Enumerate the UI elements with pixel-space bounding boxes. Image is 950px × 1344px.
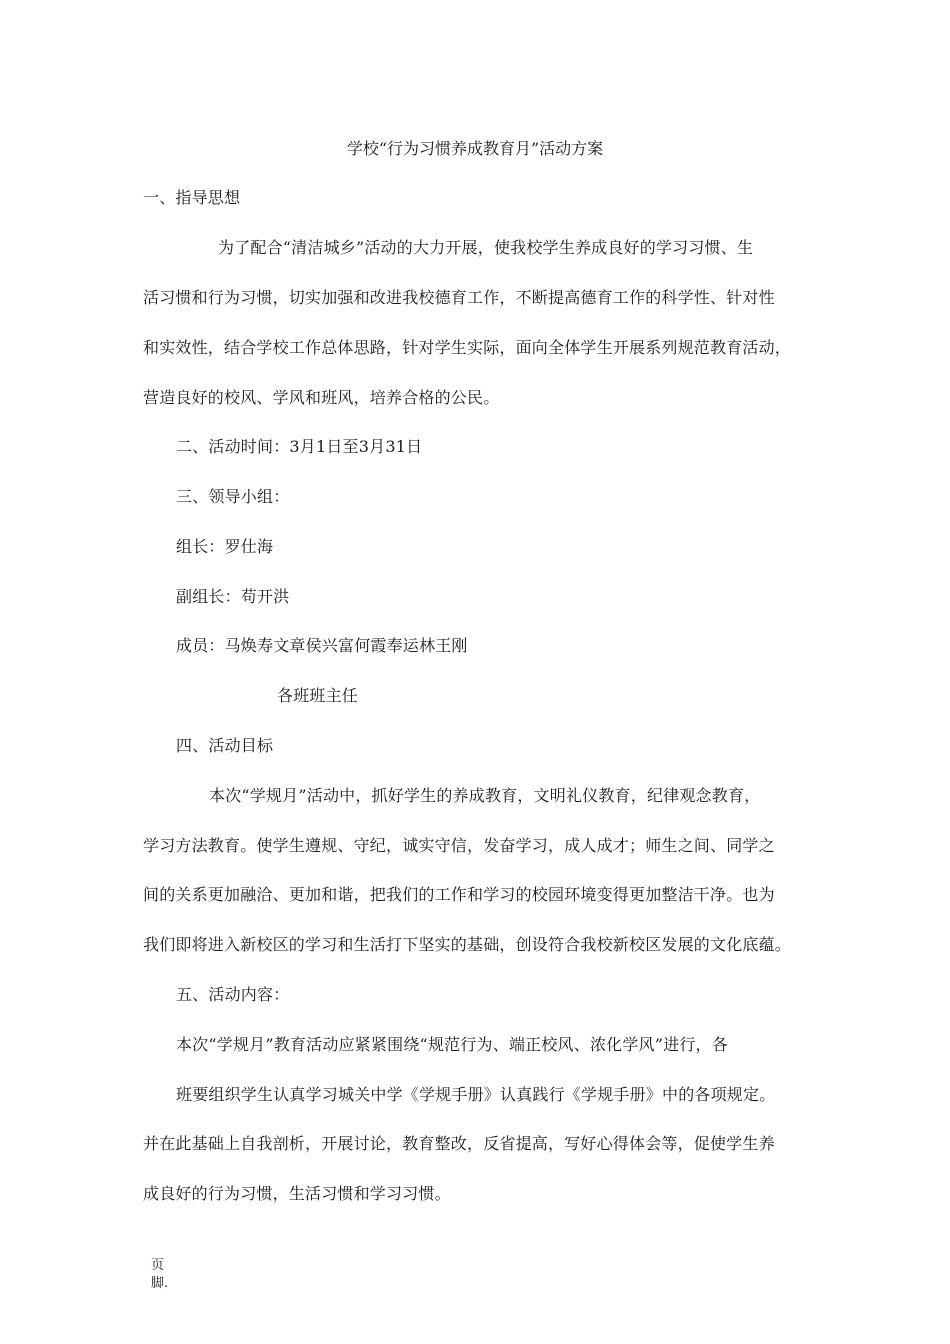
paragraph-line: 我们即将进入新校区的学习和生活打下坚实的基础，创设符合我校新校区发展的文化底蕴。	[143, 935, 792, 954]
paragraph-line: 活习惯和行为习惯，切实加强和改进我校德育工作，不断提高德育工作的科学性、针对性	[143, 288, 775, 307]
section-heading-leadership-group: 三、领导小组：	[176, 487, 290, 506]
paragraph-line: 为了配合“清洁城乡”活动的大力开展，使我校学生养成良好的学习习惯、生	[218, 238, 754, 257]
section-heading-activity-time: 二、活动时间：3月1日至3月31日	[176, 437, 423, 456]
paragraph-line: 和实效性，结合学校工作总体思路，针对学生实际，面向全体学生开展系列规范教育活动，	[143, 338, 792, 357]
page-footer: 页脚.	[151, 1258, 169, 1291]
paragraph-line: 营造良好的校风、学风和班风，培养合格的公民。	[143, 388, 500, 407]
document-title: 学校“行为习惯养成教育月”活动方案	[346, 139, 604, 158]
section-heading-guiding-ideology: 一、指导思想	[143, 188, 241, 207]
paragraph-line: 间的关系更加融洽、更加和谐，把我们的工作和学习的校园环境变得更加整洁干净。也为	[143, 885, 775, 904]
section-heading-activity-content: 五、活动内容：	[176, 985, 290, 1004]
section-heading-activity-goals: 四、活动目标	[176, 736, 274, 755]
paragraph-line: 成良好的行为习惯，生活习惯和学习习惯。	[143, 1184, 451, 1203]
paragraph-line: 并在此基础上自我剖析，开展讨论，教育整改，反省提高，写好心得体会等，促使学生养	[143, 1134, 775, 1153]
group-members: 成员：马焕寿文章侯兴富何霞奉运林王刚	[176, 636, 468, 655]
paragraph-line: 学习方法教育。使学生遵规、守纪，诚实守信，发奋学习，成人成才；师生之间、同学之	[143, 836, 775, 855]
paragraph-line: 班要组织学生认真学习城关中学《学规手册》认真践行《学规手册》中的各项规定。	[176, 1085, 776, 1104]
paragraph-line: 本次“学规月”教育活动应紧紧围绕“规范行为、端正校风、浓化学风”进行，各	[176, 1035, 728, 1054]
paragraph-line: 本次“学规月”活动中，抓好学生的养成教育，文明礼仪教育，纪律观念教育，	[209, 786, 761, 805]
deputy-group-leader: 副组长：苟开洪	[176, 587, 290, 606]
group-leader: 组长：罗仕海	[176, 537, 274, 556]
group-members-continued: 各班班主任	[277, 686, 359, 705]
